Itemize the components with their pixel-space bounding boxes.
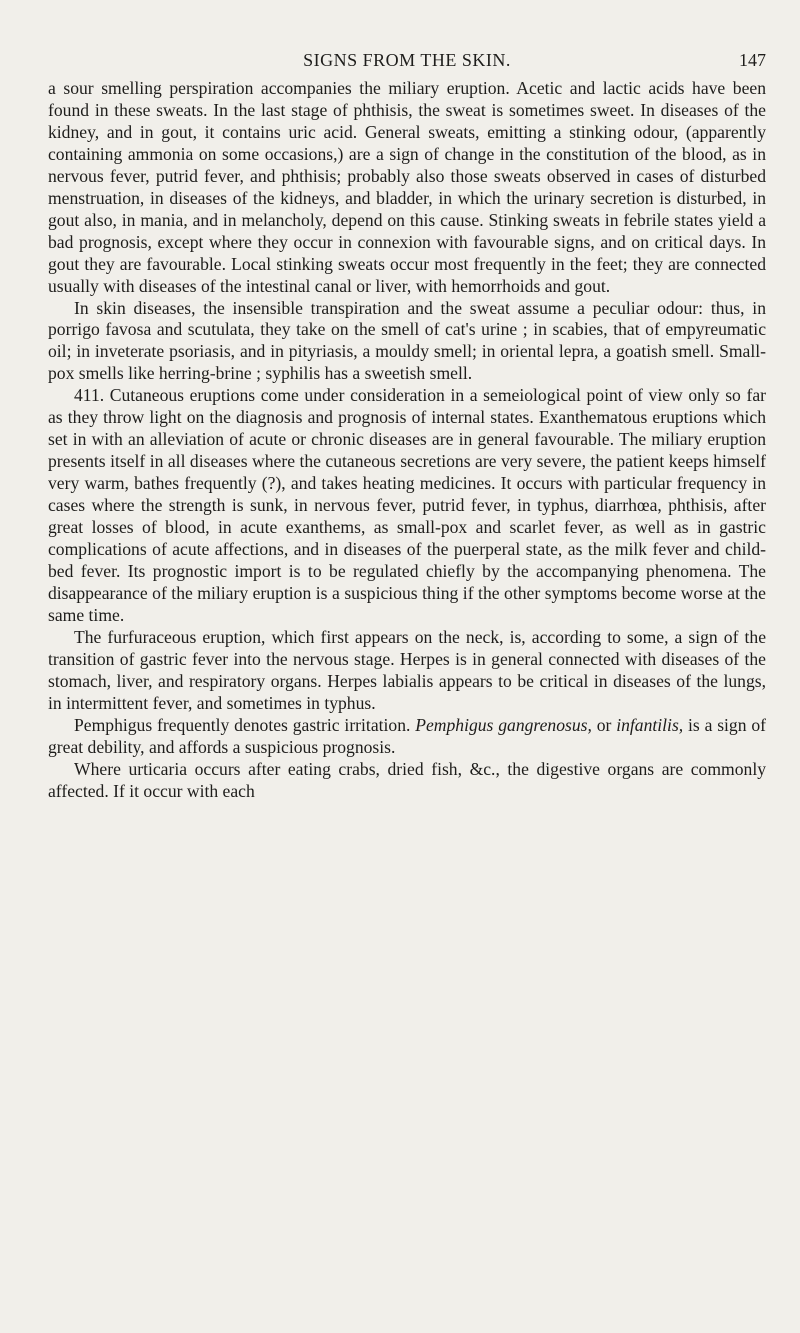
- paragraph-furfuraceous-eruption: The furfuraceous eruption, which first appears on the neck, is, according to some, a sign of the transition of gastric fever into the nervous stage. Herpes is in general connected with diseases of the stomach, liver, and respiratory organs. Herpes labialis appears to be critical in diseases of the lungs, in intermittent fever, and sometimes in typhus.: [48, 626, 766, 713]
- paragraph-sweat-odours: a sour smelling perspiration accompanies the miliary eruption. Acetic and lactic acids have been found in these sweats. In the last stage of phthisis, the sweat is sometimes sweet. In diseases of the kidney, and in gout, it contains uric acid. General sweats, emitting a stinking odour, (apparently containing ammonia on some occasions,) are a sign of change in the constitution of the blood, as in nervous fever, putrid fever, and phthisis; probably also those sweats observed in cases of disturbed menstruation, in diseases of the kidneys, and bladder, in which the urinary secretion is disturbed, in gout also, in mania, and in melancholy, depend on this cause. Stinking sweats in febrile states yield a bad prognosis, except where they occur in connexion with favourable signs, and on critical days. In gout they are favourable. Local stinking sweats occur most frequently in the feet; they are connected usually with diseases of the intestinal canal or liver, with hemorrhoids and gout.: [48, 78, 766, 296]
- running-title: SIGNS FROM THE SKIN.: [303, 50, 511, 70]
- pemphigus-infantilis-term: infantilis,: [616, 714, 684, 735]
- page-number: 147: [739, 50, 766, 70]
- pemphigus-text-1: Pemphigus frequently denotes gastric irritation.: [74, 714, 416, 735]
- paragraph-skin-disease-odours: In skin diseases, the insensible transpiration and the sweat assume a peculiar odour: thus, in porrigo favosa and scutulata, they take on the smell of cat's urine ; in scabies, that of empyreumatic oil; in inveterate psoriasis, and in pityriasis, a mouldy smell; in oriental lepra, a goatish smell. Small-pox smells like herring-brine ; syphilis has a sweetish smell.: [48, 297, 766, 384]
- pemphigus-text-3: is a sign of great debility, and affords a suspicious prognosis.: [48, 714, 767, 757]
- pemphigus-gangrenosus-term: Pemphigus gangrenosus,: [415, 714, 592, 735]
- body-text: [48, 78, 766, 802]
- running-head: [48, 50, 766, 76]
- book-page: [48, 50, 766, 802]
- pemphigus-text-2: or: [591, 714, 617, 735]
- paragraph-cutaneous-eruptions: 411. Cutaneous eruptions come under consideration in a semeiological point of view only so far as they throw light on the diagnosis and prognosis of internal states. Exanthematous eruptions which set in with an alleviation of acute or chronic diseases are in general favourable. The miliary eruption presents itself in all diseases where the cutaneous secretions are very severe, the patient keeps himself very warm, bathes frequently (?), and takes heating medicines. It occurs with particular frequency in cases where the strength is sunk, in nervous fever, putrid fever, in typhus, diarrhœa, phthisis, after great losses of blood, in acute exanthems, as small-pox and scarlet fever, as well as in gastric complications of acute affections, and in diseases of the puerperal state, as the milk fever and child-bed fever. Its prognostic import is to be regulated chiefly by the accompanying phenomena. The disappearance of the miliary eruption is a suspicious thing if the other symptoms become worse at the same time.: [48, 385, 766, 625]
- paragraph-urticaria: Where urticaria occurs after eating crabs, dried fish, &c., the digestive organs are commonly affected. If it occur with each: [48, 758, 766, 801]
- paragraph-pemphigus: [48, 715, 766, 759]
